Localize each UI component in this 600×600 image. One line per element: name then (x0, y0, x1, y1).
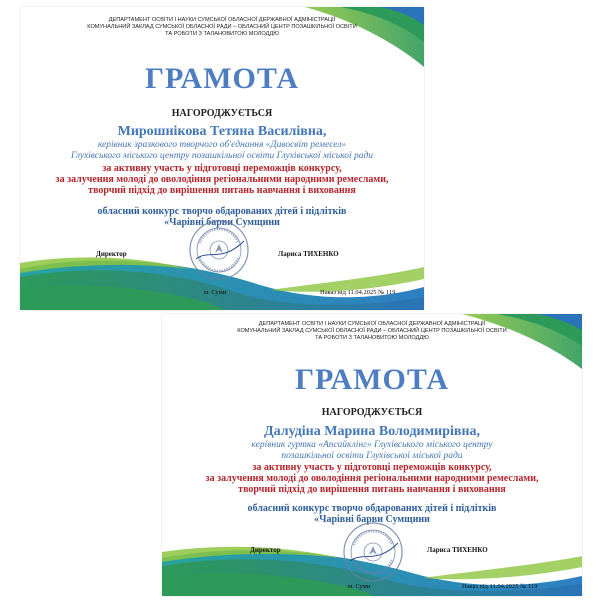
recipient-position-line-1: керівник гуртка «Апсайклінг» Глухівського міського центру (251, 440, 493, 450)
official-stamp-icon (342, 521, 404, 583)
certificate-1 (20, 7, 424, 310)
header-line-2: КОМУНАЛЬНИЙ ЗАКЛАД СУМСЬКОЇ ОБЛАСНОЇ РАДИ – ОБЛАСНИЙ ЦЕНТР ПОЗАШКІЛЬНОЇ ОСВІТИ (237, 328, 507, 334)
recipient-position-line-2: Глухівського міського центру позашкільної освіти Глухівської міської ради (70, 151, 374, 161)
official-stamp-icon (188, 219, 250, 281)
header-line-1: ДЕПАРТАМЕНТ ОСВІТИ І НАУКИ СУМСЬКОЇ ОБЛАСНОЇ ДЕРЖАВНОЇ АДМІНІСТРАЦІЇ (108, 17, 336, 23)
order-label: Наказ від 11.04.2025 № 119 (462, 583, 538, 590)
header-line-1: ДЕПАРТАМЕНТ ОСВІТИ І НАУКИ СУМСЬКОЇ ОБЛАСНОЇ ДЕРЖАВНОЇ АДМІНІСТРАЦІЇ (258, 321, 486, 327)
city-label: м. Суми (348, 583, 371, 590)
reason-line-1: за активну участь у підготовці переможців конкурсу, (102, 163, 342, 174)
header-line-3: ТА РОБОТИ З ТАЛАНОВИТОЮ МОЛОДДЮ (315, 335, 429, 341)
contest-line-1: обласний конкурс творчо обдарованих дітей і підлітків (97, 206, 347, 217)
certificate-2 (162, 314, 582, 596)
director-name: Лариса ТИХЕНКО (278, 250, 339, 258)
recipient-position-line-2: позашкільної освіти Глухівської міської ради (281, 451, 463, 461)
director-name: Лариса ТИХЕНКО (427, 546, 488, 554)
reason-line-3: творчий підхід до вирішення питань навчання і виховання (238, 484, 506, 495)
header-line-2: КОМУНАЛЬНИЙ ЗАКЛАД СУМСЬКОЇ ОБЛАСНОЇ РАДИ – ОБЛАСНИЙ ЦЕНТР ПОЗАШКІЛЬНОЇ ОСВІТИ (87, 24, 357, 30)
awarded-label: НАГОРОДЖУЄТЬСЯ (321, 407, 423, 418)
director-label: Директор (96, 250, 127, 258)
order-label: Наказ від 11.04.2025 № 119 (320, 289, 396, 296)
recipient-name: Мирошнікова Тетяна Василівна, (117, 124, 327, 139)
director-label: Директор (250, 546, 281, 554)
header-line-3: ТА РОБОТИ З ТАЛАНОВИТОЮ МОЛОДДЮ (165, 31, 279, 37)
contest-line-2: «Чарівні барви Сумщини (314, 514, 430, 525)
contest-line-1: обласний конкурс творчо обдарованих дітей і підлітків (247, 503, 497, 514)
reason-line-1: за активну участь у підготовці переможців конкурсу, (252, 462, 492, 473)
reason-line-2: за залучення молоді до оволодіння регіональними народними ремеслами, (55, 174, 389, 185)
reason-line-2: за залучення молоді до оволодіння регіональними народними ремеслами, (205, 473, 539, 484)
recipient-position-line-1: керівник зразкового творчого об'єднання «Дивосвіт ремесел» (97, 140, 347, 150)
recipient-name: Далудіна Марина Володимирівна, (263, 424, 481, 439)
certificate-title: ГРАМОТА (144, 62, 300, 95)
certificate-title: ГРАМОТА (294, 363, 450, 396)
reason-line-3: творчий підхід до вирішення питань навчання і виховання (88, 185, 356, 196)
contest-line-2: «Чарівні барви Сумщини (164, 217, 280, 228)
awarded-label: НАГОРОДЖУЄТЬСЯ (171, 108, 273, 119)
city-label: м. Суми (204, 289, 227, 296)
